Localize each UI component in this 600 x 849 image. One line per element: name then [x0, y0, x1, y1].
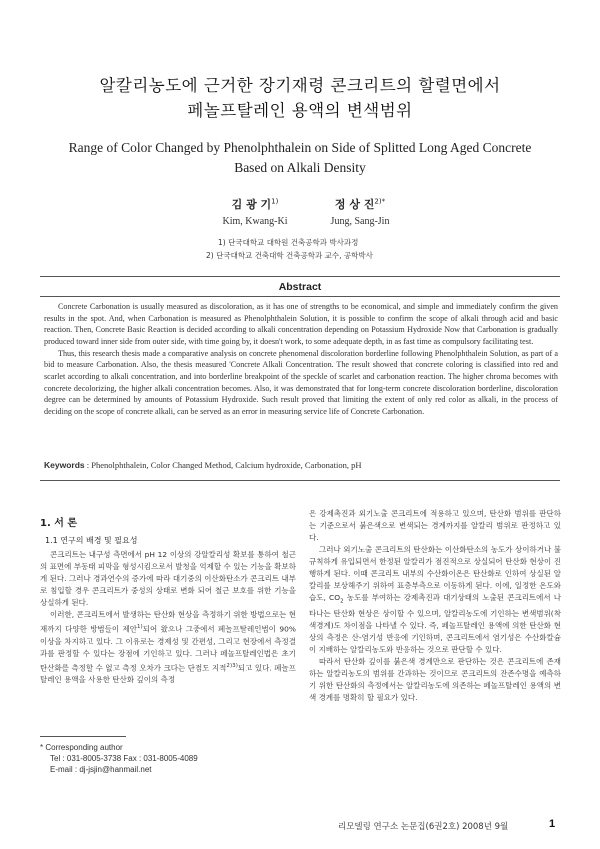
left-paragraph-2: 이러한, 콘크리트에서 발생하는 탄산화 현상을 측정하기 위한 방법으로는 현재까지 다양한 방법들이 제안$^{1)}$되어 왔으나 그중에서 페놀프탈레인법이 90% 이상을 차지하고 있다. 그 이유로는 경제성 및 간편성, 그리고 현장에서 측정결과를 판정할 수 있다는 장점에 기인하고 있다. 그러나 페놀프탈레인법은 초기 탄산화를 측정할 수 없고 측정 오차가 크다는 단점도 지적$^{2)3)}$되고 있다. 페놀프탈레인 용액을 사용한 탄산화 깊이의 측정: [40, 610, 296, 685]
page-number: 1: [549, 818, 556, 830]
author-2-name: 정 상 진: [334, 198, 375, 211]
right-column-text: [309, 508, 561, 704]
author-2-mark: 2)*: [374, 197, 386, 206]
english-title-line2: Based on Alkali Density: [234, 160, 366, 175]
section-heading: 1. 서 론: [40, 518, 78, 529]
keywords-label: Keywords: [44, 460, 85, 470]
footnote-rule: [40, 736, 126, 737]
subsection-heading: 1.1 연구의 배경 및 필요성: [45, 536, 138, 545]
abstract-heading-rule: [40, 296, 560, 297]
author-1: [200, 196, 310, 227]
abstract-paragraph-1: Concrete Carbonation is usually measured as discoloration, as it has one of strengths to be economical, and simple and immediately confirm the given results in the spot. And, when Carbonation is measured as Phenolphthalein Solution, it is possible to confirm the scope of alkali through acid and basic reaction. Then, Concrete Basic Reaction is decided according to alkali concentration depending on Potassium Hydroxide Now that Carbonation is gradually produced toward inner side from outer side, with time going by, it doesn't work, to some adequate depth, in as fast time as compulsory facilitating test.: [44, 302, 558, 346]
left-paragraph-1: 콘크리트는 내구성 측면에서 pH 12 이상의 강알칼리성 확보를 통하여 철근의 표면에 부동태 피막을 형성시킴으로서 발청을 억제할 수 있는 기능을 확보하게 된다. 그러나 경과연수의 증가에 따라 대기중의 이산화탄소가 콘크리트 내부로 침입할 경우 콘크리트가 중성의 상태로 변화 되어 철근 보호를 위한 기능을 상실하게 된다.: [40, 550, 296, 608]
affiliation-1: 1) 단국대학교 대학원 건축공학과 박사과정: [218, 238, 359, 247]
abstract-paragraph-2: Thus, this research thesis made a comparative analysis on concrete phenomenal discoloration borderline following Phenolphthalein Solution, as part of a bid to measure Carbonation. Also, the thesis measured 'Concrete Alkali Concentration. The result showed that concrete coloring is classified into red and scarlet according to alkali concentration, and into borderline breakpoint of the speckle of scarlet and carbonation reaction. The higher chroma becomes with concrete decolorizing, the higher alkali concentration becomes. Also, it was demonstrated that for long-term concrete discoloration borderline, discoloration degree can be determined by amounts of Potassium Hydroxide. Such result proved that limiting the extent of only red color as alkali, in the process of deciding on the scope of concrete alkali, can be served as an error in measuring service life of Concrete Carbonation.: [44, 348, 558, 416]
keywords-text: : Phenolphthalein, Color Changed Method, Calcium hydroxide, Carbonation, pH: [86, 460, 362, 470]
keywords: [44, 460, 362, 470]
affiliation-2: 2) 단국대학교 건축대학 건축공학과 교수, 공학박사: [206, 251, 373, 260]
right-paragraph-3: 따라서 탄산화 깊이를 붉은색 경계만으로 판단하는 것은 콘크리트에 존재하는 알칼리농도의 범위를 간과하는 것이므로 콘크리트의 잔존수명을 예측하기 위한 탄산화의 측정에서는 알칼리농도에 의존하는 페놀프탈레인 용액의 변색 경계를 명확히 할 필요가 있다.: [309, 657, 561, 703]
author-1-name: 김 광 기: [231, 198, 272, 211]
korean-title-line1: 알칼리농도에 근거한 장기재령 콘크리트의 할렬면에서: [99, 76, 501, 95]
english-title-line1: Range of Color Changed by Phenolphthalein on Side of Splitted Long Aged Concrete: [68, 140, 532, 155]
footnote: [40, 742, 198, 775]
abstract-heading: Abstract: [278, 281, 322, 293]
right-paragraph-1: 은 강제촉진과 외기노출 콘크리트에 적용하고 있으며, 탄산화 범위를 판단하는 기준으로서 붉은색으로 변색되는 경계까지를 알칼리 범위로 판정하고 있다.: [309, 509, 561, 543]
author-1-mark: 1): [271, 197, 279, 206]
journal-footer: 리모델링 연구소 논문집(6권2호) 2008년 9월: [338, 822, 509, 832]
abstract-body: [44, 301, 558, 418]
author-2: [305, 196, 415, 227]
footnote-corresponding: * Corresponding author: [40, 743, 123, 752]
author-2-name-en: Jung, Sang-Jin: [330, 216, 390, 227]
author-1-name-en: Kim, Kwang-Ki: [222, 216, 288, 227]
right-paragraph-2: 그러나 외기노출 콘크리트의 탄산화는 이산화탄소의 농도가 상이하거나 불규칙하게 유입되면서 한정된 알칼리가 점진적으로 상실되어 탄산화 현상이 진행하게 된다. 이때 콘크리트 내부의 수산화이온은 탄산화로 인하여 상실된 알칼리를 보상해주기 위하여 표층부측으로 이동하게 된다. 이에, 일정한 온도와 습도, $CO_2$ 농도를 부여하는 강제촉진과 대기상태의 노출된 콘크리트에서 나타나는 탄산화 현상은 상이할 수 있으며, 알칼리농도에 기인하는 변색범위(착색경계)도 차이점을 나타낼 수 있다. 즉, 페놀프탈레인 용액에 의한 탄산화 현상의 측정은 산-염기성 반응에 기인하며, 콘크리트에서 염기성은 수산화칼슘이 지배하는 알칼리농도와 반응하는 것으로 판단할 수 있다.: [309, 545, 561, 654]
abstract-bottom-rule: [40, 480, 560, 481]
korean-title-line2: 페놀프탈레인 용액의 변색범위: [187, 101, 413, 120]
footnote-email: E-mail : dj-jsjin@hanmail.net: [50, 765, 152, 774]
footnote-tel: Tel : 031-8005-3738 Fax : 031-8005-4089: [50, 754, 198, 763]
left-column-text: [40, 549, 296, 686]
abstract-top-rule: [40, 276, 560, 277]
